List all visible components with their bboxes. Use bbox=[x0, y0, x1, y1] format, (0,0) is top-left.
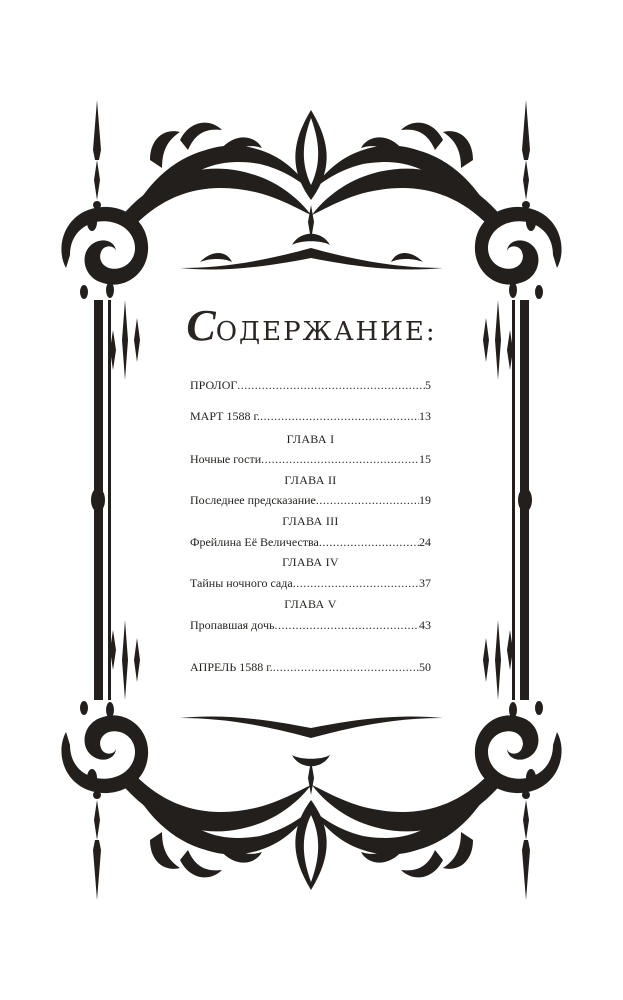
toc-entry-chapter1 bbox=[190, 451, 431, 467]
toc-entry-chapter3 bbox=[190, 534, 431, 550]
toc-entry-march bbox=[190, 408, 431, 424]
toc-label: Пропавшая дочь bbox=[190, 618, 275, 632]
toc-entry-chapter4 bbox=[190, 575, 431, 591]
toc-label: Последнее предсказание bbox=[190, 493, 316, 507]
toc-entry-chapter5 bbox=[190, 617, 431, 633]
page-title bbox=[180, 300, 443, 351]
title-rest: ОДЕРЖАНИЕ: bbox=[215, 317, 437, 347]
toc-entry-april bbox=[190, 659, 431, 675]
toc-page: 15 bbox=[419, 452, 431, 466]
toc-page: 19 bbox=[419, 493, 431, 507]
toc-entry-prologue bbox=[190, 377, 431, 393]
chapter-heading-4: ГЛАВА IV bbox=[282, 555, 339, 569]
toc-label: Тайны ночного сада bbox=[190, 576, 293, 590]
toc-page: 43 bbox=[419, 618, 431, 632]
toc-label: Фрейлина Её Величества bbox=[190, 535, 319, 549]
toc-label: МАРТ 1588 г. bbox=[190, 409, 261, 423]
toc-entry-chapter2 bbox=[190, 492, 431, 508]
toc-page: 50 bbox=[419, 660, 431, 674]
toc-page: 5 bbox=[425, 378, 431, 392]
title-initial: С bbox=[186, 301, 216, 350]
toc-label: Ночные гости bbox=[190, 452, 262, 466]
chapter-heading-1: ГЛАВА I bbox=[286, 432, 335, 446]
chapter-heading-3: ГЛАВА III bbox=[282, 514, 339, 528]
chapter-heading-5: ГЛАВА V bbox=[284, 597, 337, 611]
toc-page: 24 bbox=[419, 535, 431, 549]
toc-label: ПРОЛОГ bbox=[190, 378, 238, 392]
chapter-heading-2: ГЛАВА II bbox=[284, 473, 337, 487]
toc-page: 13 bbox=[419, 409, 431, 423]
toc-page: 37 bbox=[419, 576, 431, 590]
toc-label: АПРЕЛЬ 1588 г. bbox=[190, 660, 273, 674]
